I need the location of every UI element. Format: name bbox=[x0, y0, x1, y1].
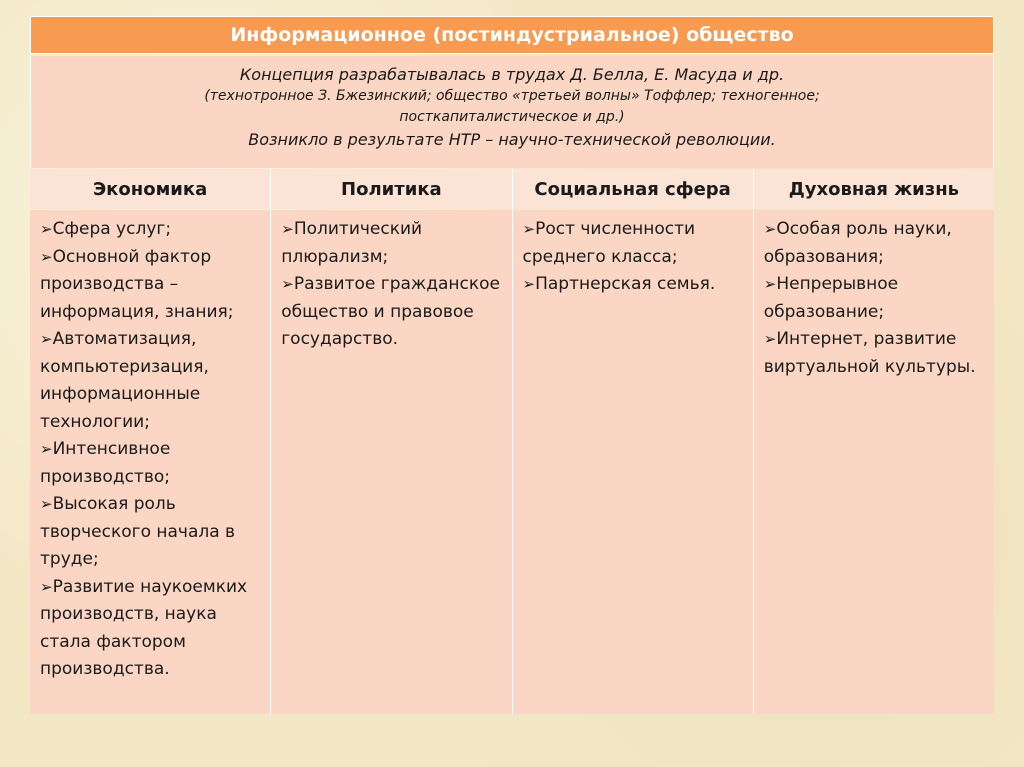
list-item bbox=[281, 216, 503, 271]
list-item-text: Основной фактор производства – информация, знания; bbox=[40, 246, 234, 322]
list-item bbox=[281, 271, 503, 354]
list-item bbox=[523, 271, 745, 299]
list-item bbox=[764, 326, 986, 381]
column-spiritual bbox=[753, 210, 994, 714]
list-item bbox=[40, 216, 262, 244]
list-item-text: Высокая роль творческого начала в труде; bbox=[40, 494, 236, 569]
checkmark-arrow-bullet-icon: ➢ bbox=[40, 495, 53, 513]
column-header-politics: Политика bbox=[270, 169, 511, 209]
list-item bbox=[764, 271, 986, 326]
checkmark-arrow-bullet-icon: ➢ bbox=[522, 220, 536, 238]
concept-line-variants-cont: посткапиталистическое и др.) bbox=[399, 109, 625, 125]
list-item-text: Сфера услуг; bbox=[52, 219, 172, 239]
checkmark-arrow-bullet-icon: ➢ bbox=[40, 220, 53, 238]
list-item-text: Развитое гражданское общество и правовое государство. bbox=[281, 274, 500, 349]
checkmark-arrow-bullet-icon: ➢ bbox=[763, 330, 777, 348]
checkmark-arrow-bullet-icon: ➢ bbox=[281, 275, 294, 293]
list-item bbox=[40, 326, 262, 436]
column-header-spiritual: Духовная жизнь bbox=[753, 169, 994, 209]
checkmark-arrow-bullet-icon: ➢ bbox=[522, 275, 536, 293]
list-item-text: Развитие наукоемких производств, наука стала фактором производства. bbox=[40, 576, 248, 679]
list-item-text: Политический плюрализм; bbox=[281, 219, 423, 267]
list-item bbox=[764, 216, 986, 271]
list-item-text: Рост численности среднего класса; bbox=[522, 219, 696, 267]
concept-line-origin: Возникло в результате НТР – научно-технической революции. bbox=[248, 130, 776, 149]
list-item-text: Автоматизация, компьютеризация, информационные технологии; bbox=[40, 329, 209, 432]
content-row bbox=[30, 210, 994, 714]
column-header-social: Социальная сфера bbox=[512, 169, 753, 209]
column-politics bbox=[270, 210, 511, 714]
checkmark-arrow-bullet-icon: ➢ bbox=[40, 330, 53, 348]
list-item bbox=[40, 436, 262, 491]
checkmark-arrow-bullet-icon: ➢ bbox=[40, 577, 53, 596]
list-item bbox=[40, 574, 262, 684]
checkmark-arrow-bullet-icon: ➢ bbox=[40, 247, 53, 266]
checkmark-arrow-bullet-icon: ➢ bbox=[40, 440, 53, 458]
concept-line-authors: Концепция разрабатывалась в трудах Д. Белла, Е. Масуда и др. bbox=[239, 65, 785, 84]
table-title: Информационное (постиндустриальное) общество bbox=[30, 16, 994, 54]
list-item-text: Интенсивное производство; bbox=[40, 439, 171, 487]
column-economy bbox=[30, 210, 270, 714]
list-item-text: Интернет, развитие виртуальной культуры. bbox=[763, 329, 976, 377]
list-item bbox=[40, 244, 262, 327]
list-item-text: Непрерывное образование; bbox=[763, 274, 899, 322]
list-item-text: Партнерская семья. bbox=[535, 274, 716, 294]
list-item bbox=[523, 216, 745, 271]
checkmark-arrow-bullet-icon: ➢ bbox=[281, 220, 294, 238]
concept-line-variants: (технотронное З. Бжезинский; общество «третьей волны» Тоффлер; техногенное; bbox=[204, 88, 820, 104]
list-item-text: Особая роль науки, образования; bbox=[763, 219, 952, 267]
column-header-row bbox=[30, 169, 994, 209]
column-header-economy: Экономика bbox=[30, 169, 270, 209]
checkmark-arrow-bullet-icon: ➢ bbox=[763, 275, 777, 293]
checkmark-arrow-bullet-icon: ➢ bbox=[763, 220, 777, 238]
concept-block bbox=[30, 56, 994, 168]
column-social bbox=[512, 210, 753, 714]
list-item bbox=[40, 491, 262, 574]
